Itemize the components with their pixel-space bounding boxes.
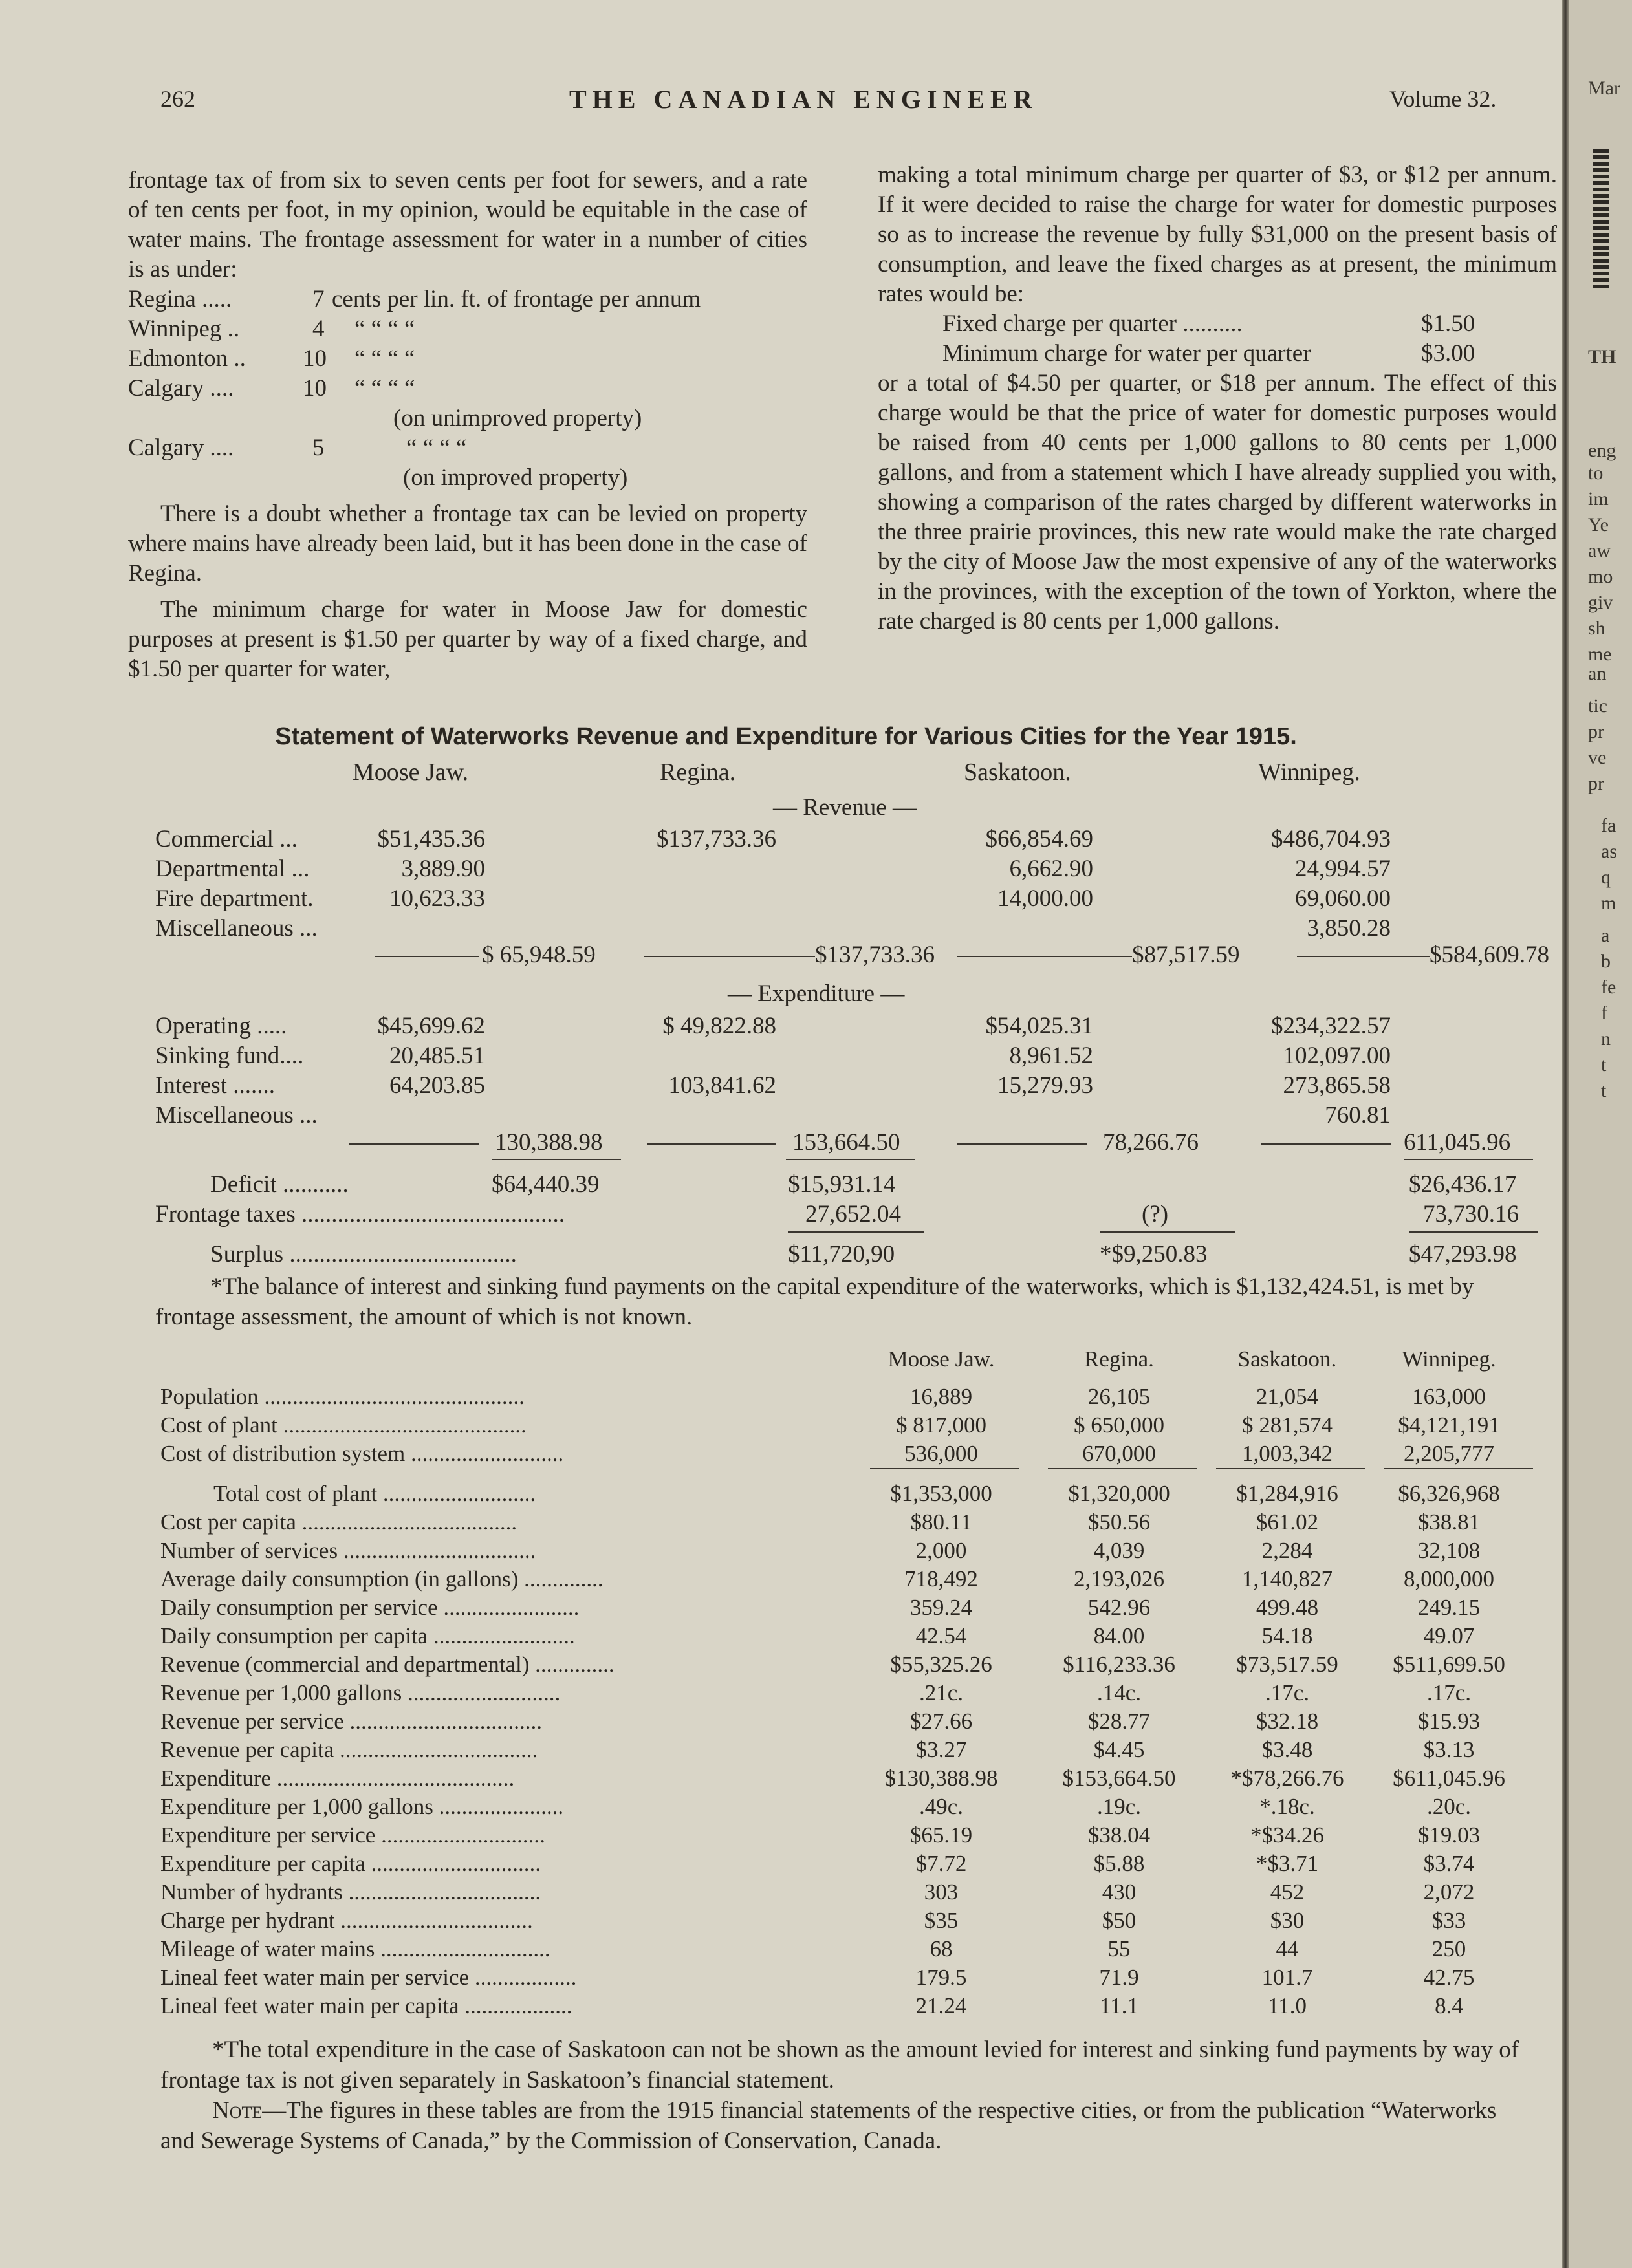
page-number: 262 <box>160 86 195 112</box>
adjacent-word: aw <box>1588 540 1611 561</box>
stats-row-label: Charge per hydrant .................................. <box>160 1908 533 1933</box>
rule <box>647 1143 776 1145</box>
stats-cell: 163,000 <box>1412 1384 1486 1409</box>
surplus-label: Surplus ...................................... <box>210 1241 517 1268</box>
unimproved-note: (on unimproved property) <box>393 405 642 431</box>
rate-value: 5 <box>312 435 325 461</box>
stats-cell: 2,205,777 <box>1404 1441 1494 1466</box>
rev-label: Fire department. <box>155 885 314 912</box>
rule <box>349 1143 479 1145</box>
adjacent-word: me <box>1588 643 1612 665</box>
rev-total-winnipeg: $584,609.78 <box>1430 942 1549 968</box>
stats-cell: $1,320,000 <box>1068 1481 1170 1506</box>
stats-cell: 670,000 <box>1082 1441 1156 1466</box>
stats-row-label: Average daily consumption (in gallons) .............. <box>160 1566 604 1592</box>
statement-title: Statement of Waterworks Revenue and Expenditure for Various Cities for the Year 1915. <box>275 723 1297 750</box>
rule <box>375 956 479 957</box>
rule <box>492 1159 621 1160</box>
stats-col-winnipeg: Winnipeg. <box>1402 1346 1496 1372</box>
frontage-label: Frontage taxes ............................................ <box>155 1201 565 1227</box>
stats-col-regina: Regina. <box>1084 1346 1154 1372</box>
rule <box>870 1468 1019 1469</box>
revenue-heading: — Revenue — <box>773 794 917 821</box>
adjacent-page-edge <box>1569 0 1632 2268</box>
stats-cell: $38.04 <box>1087 1822 1151 1848</box>
exp-regina: $ 49,822.88 <box>662 1013 776 1039</box>
stats-cell: $1,353,000 <box>890 1481 992 1506</box>
stats-cell: *$34.26 <box>1250 1822 1324 1848</box>
frontage-saskatoon: (?) <box>1142 1201 1169 1227</box>
adjacent-word: an <box>1588 663 1607 684</box>
stats-cell: $3.48 <box>1261 1737 1313 1762</box>
rate-row-calgary-improved <box>128 433 807 463</box>
exp-total-regina: 153,664.50 <box>792 1129 900 1156</box>
stats-cell: .19c. <box>1096 1794 1142 1819</box>
stats-cell: 250 <box>1431 1936 1466 1961</box>
stats-row-label: Expenditure .......................................... <box>160 1766 515 1791</box>
adjacent-word: q <box>1601 867 1611 888</box>
rev-winnipeg: 24,994.57 <box>1295 856 1391 882</box>
adjacent-word: to <box>1588 462 1604 484</box>
stats-cell: $3.27 <box>915 1737 967 1762</box>
stats-row-label: Expenditure per service ............................. <box>160 1822 545 1848</box>
note-label: Note <box>212 2097 263 2124</box>
stats-cell: 21.24 <box>915 1993 967 2018</box>
adjacent-heading: TH <box>1588 346 1616 367</box>
rate-value: 10 <box>303 375 327 402</box>
stats-cell: $130,388.98 <box>884 1766 998 1791</box>
stats-cell: $3.74 <box>1423 1851 1475 1876</box>
adjacent-word: giv <box>1588 592 1613 613</box>
stats-cell: .17c. <box>1426 1680 1472 1705</box>
stats-cell: 44 <box>1276 1936 1299 1961</box>
stats-cell: $19.03 <box>1417 1822 1481 1848</box>
stats-row-label: Daily consumption per capita ......................... <box>160 1623 575 1648</box>
stats-cell: $511,699.50 <box>1393 1652 1505 1677</box>
exp-regina: 103,841.62 <box>668 1072 776 1099</box>
stats-cell: $153,664.50 <box>1062 1766 1176 1791</box>
stats-cell: .49c. <box>919 1794 964 1819</box>
fixed-charge-row: Fixed charge per quarter .......... $1.50 <box>942 310 1475 337</box>
stats-row-label: Revenue per service .................................. <box>160 1709 542 1734</box>
expenditure-heading: — Expenditure — <box>728 980 905 1007</box>
frontage-winnipeg: 73,730.16 <box>1423 1201 1519 1227</box>
rate-unit: “ “ “ “ <box>354 375 415 402</box>
stats-cell: *$3.71 <box>1256 1851 1319 1876</box>
stats-cell: *$78,266.76 <box>1230 1766 1344 1791</box>
adjacent-word: t <box>1601 1080 1607 1101</box>
stats-cell: 2,000 <box>915 1538 967 1563</box>
surplus-saskatoon: *$9,250.83 <box>1100 1241 1208 1268</box>
rate-unit: cents per lin. ft. of frontage per annum <box>332 286 701 312</box>
stats-cell: 84.00 <box>1093 1623 1145 1648</box>
rule <box>786 1159 915 1160</box>
rev-total-regina: $137,733.36 <box>815 942 935 968</box>
stats-cell: 499.48 <box>1256 1595 1319 1620</box>
exp-winnipeg: 102,097.00 <box>1283 1042 1391 1069</box>
paragraph-effect: or a total of $4.50 per quarter, or $18 per annum. The effect of this charge would be that the price of water for domestic purposes would be raised from 40 cents per 1,000 gallons to 80 cents per 1,000 gallons, and from a statement which I have already supplied you with, showing a comparison of the rates charged by different waterworks in the three prairie provinces, this new rate would make the rate charged by the city of Moose Jaw the most expensive of any of the waterworks in the provinces, with the exception of the town of Yorkton, where the rate charged is 80 cents per 1,000 gallons. <box>878 370 1557 634</box>
stats-cell: 2,193,026 <box>1074 1566 1164 1592</box>
adjacent-word: fe <box>1601 977 1616 998</box>
stats-cell: 49.07 <box>1423 1623 1475 1648</box>
rev-mj: 3,889.90 <box>401 856 485 882</box>
stats-cell: 179.5 <box>915 1965 967 1990</box>
stats-cell: $80.11 <box>910 1509 972 1535</box>
stats-cell: 2,072 <box>1423 1879 1475 1905</box>
adjacent-word: fa <box>1601 815 1616 836</box>
rate-row-winnipeg <box>128 314 807 344</box>
rev-winnipeg: 69,060.00 <box>1295 885 1391 912</box>
adjacent-word: tic <box>1588 695 1607 717</box>
stats-cell: 16,889 <box>909 1384 973 1409</box>
rev-label: Departmental ... <box>155 856 310 882</box>
exp-winnipeg: 273,865.58 <box>1283 1072 1391 1099</box>
exp-label: Sinking fund.... <box>155 1042 304 1069</box>
stats-row-label: Cost per capita ...................................... <box>160 1509 517 1535</box>
statement-footnote: *The balance of interest and sinking fund payments on the capital expenditure of the waterworks, which is $1,132,424.51, is met by frontage assessment, the amount of which is not known. <box>155 1273 1474 1330</box>
exp-saskatoon: 8,961.52 <box>1009 1042 1093 1069</box>
rate-row-calgary <box>128 374 807 404</box>
stats-cell: 71.9 <box>1099 1965 1139 1990</box>
rule <box>1384 1468 1533 1469</box>
stats-cell: 542.96 <box>1087 1595 1151 1620</box>
stats-cell: 26,105 <box>1087 1384 1151 1409</box>
binding-shadow <box>1562 0 1569 2268</box>
stats-cell: $50 <box>1102 1908 1137 1933</box>
stats-cell: $7.72 <box>915 1851 967 1876</box>
stats-cell: $1,284,916 <box>1236 1481 1338 1506</box>
col-winnipeg: Winnipeg. <box>1258 759 1360 786</box>
rev-total-mj: $ 65,948.59 <box>482 942 596 968</box>
rule <box>1297 956 1430 957</box>
stats-cell: 11.0 <box>1268 1993 1307 2018</box>
rule <box>1404 1159 1533 1160</box>
exp-saskatoon: $54,025.31 <box>985 1013 1093 1039</box>
stats-cell: .20c. <box>1426 1794 1472 1819</box>
stats-row-label: Lineal feet water main per service .................. <box>160 1965 577 1990</box>
stats-cell: 8,000,000 <box>1404 1566 1494 1592</box>
adjacent-word: t <box>1601 1054 1607 1075</box>
stats-row-label: Revenue per 1,000 gallons ........................... <box>160 1680 561 1705</box>
stats-footnote: *The total expenditure in the case of Saskatoon can not be shown as the amount levied for interest and sinking fund payments by way of frontage tax is not given separately in Saskatoon’s financial statement. <box>160 2036 1519 2093</box>
right-column <box>878 160 1557 636</box>
stats-cell: $116,233.36 <box>1063 1652 1175 1677</box>
stats-cell: 536,000 <box>904 1441 978 1466</box>
rule <box>1048 1468 1197 1469</box>
adjacent-word: eng <box>1588 440 1616 461</box>
stats-cell: $30 <box>1270 1908 1305 1933</box>
stats-cell: $38.81 <box>1417 1509 1481 1535</box>
adjacent-word: im <box>1588 488 1609 510</box>
stats-cell: 8.4 <box>1435 1993 1463 2018</box>
rev-winnipeg: 3,850.28 <box>1307 915 1391 942</box>
rev-label: Commercial ... <box>155 826 298 852</box>
deficit-winnipeg: $26,436.17 <box>1409 1171 1517 1198</box>
col-moose-jaw: Moose Jaw. <box>353 759 469 786</box>
stats-cell: $50.56 <box>1087 1509 1151 1535</box>
deficit-label: Deficit ........... <box>210 1171 349 1198</box>
stats-cell: $55,325.26 <box>890 1652 992 1677</box>
adjacent-word: f <box>1601 1002 1607 1024</box>
rule <box>644 956 815 957</box>
stats-row-label: Number of hydrants .................................. <box>160 1879 541 1905</box>
rate-unit: “ “ “ “ <box>354 345 415 372</box>
stats-cell: .14c. <box>1096 1680 1142 1705</box>
rule <box>1216 1468 1365 1469</box>
rev-saskatoon: 14,000.00 <box>997 885 1093 912</box>
stats-cell: $27.66 <box>909 1709 973 1734</box>
adjacent-word: a <box>1601 925 1610 946</box>
stats-cell: 2,284 <box>1261 1538 1313 1563</box>
stats-cell: 11.1 <box>1100 1993 1138 2018</box>
stats-cell: 4,039 <box>1093 1538 1145 1563</box>
stats-cell: 1,003,342 <box>1242 1441 1333 1466</box>
deficit-mj: $64,440.39 <box>492 1171 600 1198</box>
exp-mj: $45,699.62 <box>377 1013 485 1039</box>
adjacent-word: n <box>1601 1028 1611 1050</box>
stats-cell: 359.24 <box>909 1595 973 1620</box>
stats-col-moose-jaw: Moose Jaw. <box>887 1346 995 1372</box>
stats-cell: $ 650,000 <box>1074 1412 1164 1438</box>
rate-value: 10 <box>303 345 327 372</box>
adjacent-word: pr <box>1588 773 1604 794</box>
stats-cell: $32.18 <box>1256 1709 1319 1734</box>
stats-cell: .21c. <box>919 1680 964 1705</box>
exp-total-mj: 130,388.98 <box>495 1129 603 1156</box>
stats-cell: 718,492 <box>904 1566 978 1592</box>
minimum-charge-row: Minimum charge for water per quarter $3.00 <box>942 340 1475 367</box>
stats-row-label: Mileage of water mains .............................. <box>160 1936 550 1961</box>
exp-label: Miscellaneous ... <box>155 1102 318 1129</box>
adjacent-word: Ye <box>1588 514 1609 535</box>
improved-note: (on improved property) <box>403 464 628 491</box>
surplus-regina: $11,720,90 <box>788 1241 895 1268</box>
paragraph-total-charge: making a total minimum charge per quarter of $3, or $12 per annum. If it were decided to raise the charge for water for domestic purposes so as to increase the revenue by fully $31,000 on the present basis of consumption, and leave the fixed charges as at present, the minimum rates would be: <box>878 162 1557 307</box>
stats-note <box>160 2095 1532 2156</box>
adjacent-word: pr <box>1588 721 1604 742</box>
rev-winnipeg: $486,704.93 <box>1271 826 1391 852</box>
rule <box>957 956 1132 957</box>
exp-mj: 64,203.85 <box>389 1072 485 1099</box>
surplus-winnipeg: $47,293.98 <box>1409 1241 1517 1268</box>
stats-cell: 54.18 <box>1261 1623 1313 1648</box>
stats-cell: 249.15 <box>1417 1595 1481 1620</box>
stats-cell: 68 <box>930 1936 953 1961</box>
stats-cell: $611,045.96 <box>1393 1766 1505 1791</box>
rule <box>1409 1231 1538 1233</box>
stats-cell: $4,121,191 <box>1398 1412 1500 1438</box>
rev-regina: $137,733.36 <box>657 826 776 852</box>
rate-city: Calgary .... <box>128 375 234 402</box>
stats-cell: *.18c. <box>1259 1794 1315 1819</box>
col-regina: Regina. <box>660 759 736 786</box>
frontage-regina: 27,652.04 <box>805 1201 901 1227</box>
rule <box>1261 1143 1391 1145</box>
adjacent-word: b <box>1601 951 1611 972</box>
stats-row-label: Daily consumption per service ........................ <box>160 1595 580 1620</box>
stats-cell: $28.77 <box>1087 1709 1151 1734</box>
adjacent-top-text: Mar <box>1588 78 1620 99</box>
stats-row-label: Population .............................................. <box>160 1384 525 1409</box>
stats-row-label: Revenue per capita ................................... <box>160 1737 538 1762</box>
journal-title: THE CANADIAN ENGINEER <box>569 85 1038 114</box>
deficit-regina: $15,931.14 <box>788 1171 896 1198</box>
stats-cell: 1,140,827 <box>1242 1566 1333 1592</box>
stats-cell: 32,108 <box>1417 1538 1481 1563</box>
rate-value: 7 <box>312 286 325 312</box>
stats-col-saskatoon: Saskatoon. <box>1237 1346 1337 1372</box>
rule <box>957 1143 1087 1145</box>
exp-saskatoon: 15,279.93 <box>997 1072 1093 1099</box>
stats-cell: 430 <box>1102 1879 1137 1905</box>
stats-cell: 55 <box>1107 1936 1131 1961</box>
exp-total-saskatoon: 78,266.76 <box>1103 1129 1199 1156</box>
rev-saskatoon: 6,662.90 <box>1009 856 1093 882</box>
exp-label: Operating ..... <box>155 1013 287 1039</box>
stats-row-label: Cost of distribution system ........................... <box>160 1441 564 1466</box>
stats-cell: $33 <box>1431 1908 1466 1933</box>
decorative-initial-gap <box>1609 149 1632 291</box>
stats-row-label: Total cost of plant ........................... <box>213 1481 536 1506</box>
stats-cell: $35 <box>924 1908 959 1933</box>
stats-cell: 21,054 <box>1256 1384 1319 1409</box>
adjacent-word: m <box>1601 892 1616 914</box>
stats-cell: 42.75 <box>1423 1965 1475 1990</box>
rate-unit: “ “ “ “ <box>406 435 467 461</box>
stats-row-label: Cost of plant ........................................... <box>160 1412 527 1438</box>
volume-label: Volume 32. <box>1389 86 1497 112</box>
stats-cell: $3.13 <box>1423 1737 1475 1762</box>
stats-row-label: Revenue (commercial and departmental) .............. <box>160 1652 615 1677</box>
stats-row-label: Number of services .................................. <box>160 1538 536 1563</box>
stats-cell: .17c. <box>1265 1680 1310 1705</box>
rate-city: Regina ..... <box>128 286 232 312</box>
stats-cell: 101.7 <box>1261 1965 1313 1990</box>
stats-cell: 452 <box>1270 1879 1305 1905</box>
stats-cell: $15.93 <box>1417 1709 1481 1734</box>
rev-mj: 10,623.33 <box>389 885 485 912</box>
rate-city: Calgary .... <box>128 435 234 461</box>
paragraph-minimum-charge: The minimum charge for water in Moose Jaw for domestic purposes at present is $1.50 per quarter by way of a fixed charge, and $1.50 per quarter for water, <box>128 596 807 682</box>
rule <box>788 1231 924 1233</box>
stats-cell: $4.45 <box>1093 1737 1145 1762</box>
col-saskatoon: Saskatoon. <box>964 759 1071 786</box>
note-text: —The figures in these tables are from the 1915 financial statements of the respective cities, or from the publication “Waterworks and Sewerage Systems of Canada,” by the Commission of Conservation, Canada. <box>160 2097 1497 2154</box>
rev-mj: $51,435.36 <box>377 826 485 852</box>
rate-city: Edmonton .. <box>128 345 246 372</box>
stats-row-label: Expenditure per capita .............................. <box>160 1851 541 1876</box>
stats-row-label: Lineal feet water main per capita ................... <box>160 1993 572 2018</box>
exp-label: Interest ....... <box>155 1072 275 1099</box>
stats-cell: $61.02 <box>1256 1509 1319 1535</box>
left-column <box>128 166 807 684</box>
rev-label: Miscellaneous ... <box>155 915 318 942</box>
rule <box>1100 1231 1235 1233</box>
exp-winnipeg: 760.81 <box>1325 1102 1391 1129</box>
adjacent-word: mo <box>1588 566 1613 587</box>
rate-unit: “ “ “ “ <box>354 316 415 342</box>
intro-paragraph: frontage tax of from six to seven cents per foot for sewers, and a rate of ten cents per foot, in my opinion, would be equitable in the case of water mains. The frontage assessment for water in a number of cities is as under: <box>128 167 807 283</box>
adjacent-word: sh <box>1588 618 1605 639</box>
stats-row-label: Expenditure per 1,000 gallons ...................... <box>160 1794 564 1819</box>
rate-value: 4 <box>312 316 325 342</box>
exp-winnipeg: $234,322.57 <box>1271 1013 1391 1039</box>
exp-total-winnipeg: 611,045.96 <box>1404 1129 1511 1156</box>
adjacent-word: ve <box>1588 747 1607 768</box>
stats-cell: $5.88 <box>1093 1851 1145 1876</box>
paragraph-frontage-doubt: There is a doubt whether a frontage tax can be levied on property where mains have already been laid, but it has been done in the case of Regina. <box>128 501 807 587</box>
rate-row-edmonton <box>128 344 807 374</box>
stats-cell: $65.19 <box>909 1822 973 1848</box>
stats-cell: 42.54 <box>915 1623 967 1648</box>
rev-total-saskatoon: $87,517.59 <box>1132 942 1240 968</box>
rate-row-regina <box>128 285 807 314</box>
stats-cell: $ 817,000 <box>896 1412 986 1438</box>
stats-cell: $6,326,968 <box>1398 1481 1500 1506</box>
adjacent-word: as <box>1601 841 1617 862</box>
stats-cell: $73,517.59 <box>1236 1652 1338 1677</box>
rate-city: Winnipeg .. <box>128 316 240 342</box>
stats-cell: 303 <box>924 1879 959 1905</box>
rev-saskatoon: $66,854.69 <box>985 826 1093 852</box>
stats-cell: $ 281,574 <box>1242 1412 1333 1438</box>
exp-mj: 20,485.51 <box>389 1042 485 1069</box>
